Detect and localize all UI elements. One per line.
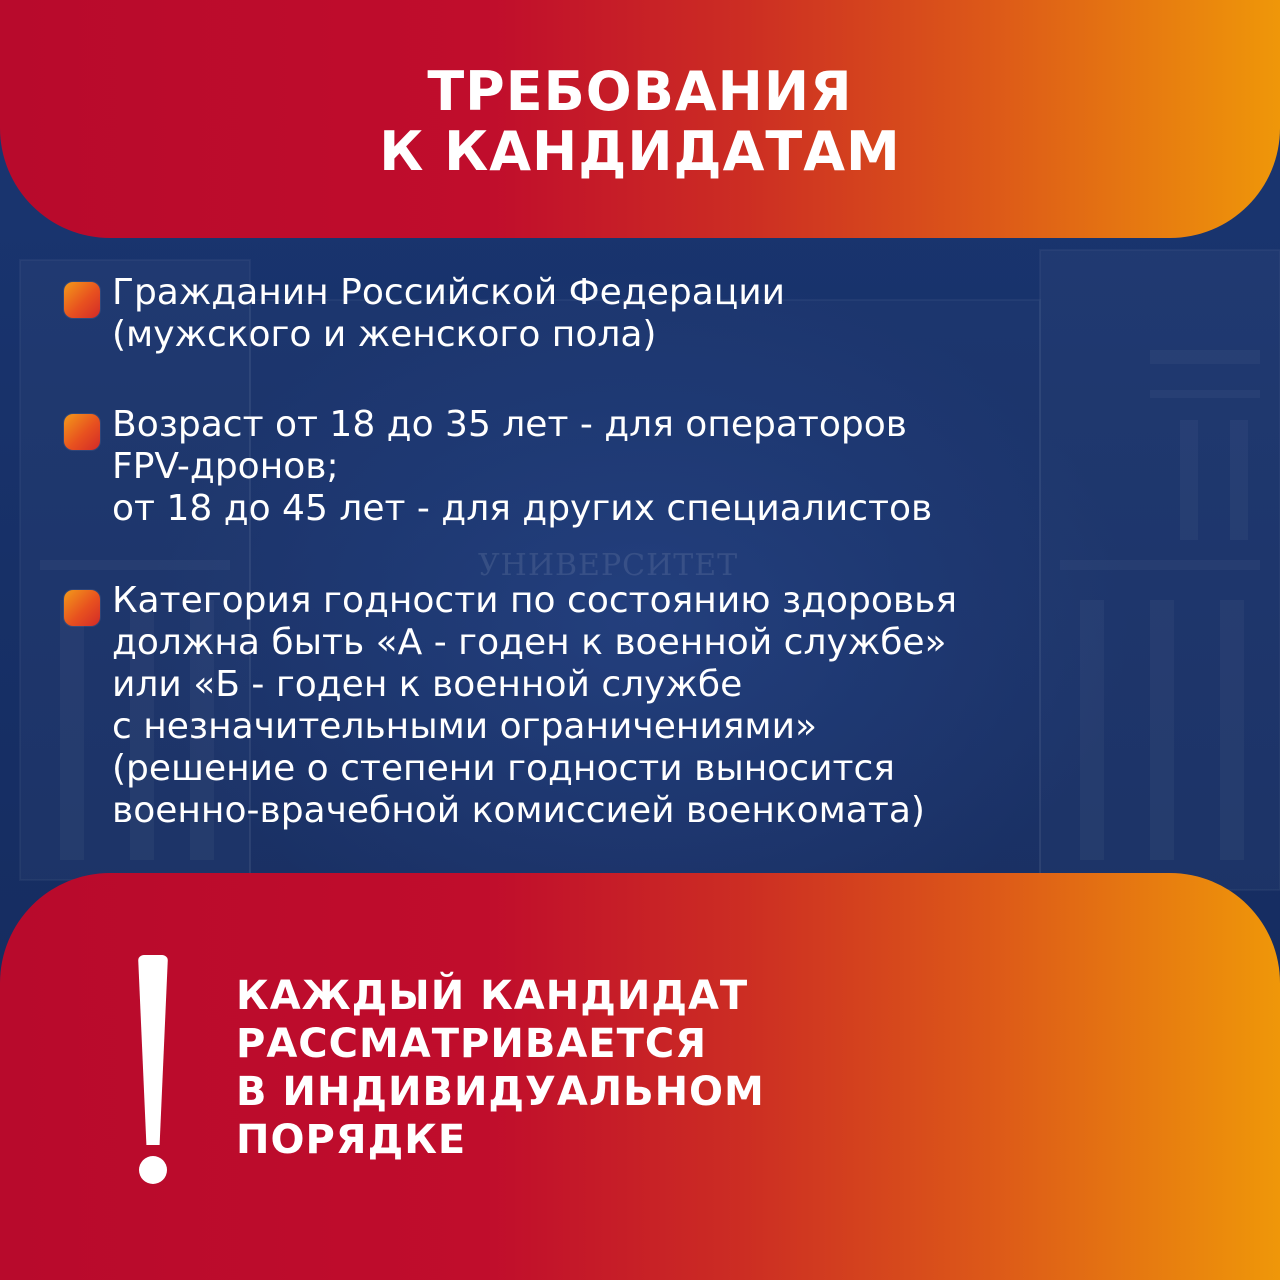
requirement-line: с незначительными ограничениями» [112,706,818,747]
requirement-text [112,580,1232,832]
notice-line-3: В ИНДИВИДУАЛЬНОМ [236,1069,765,1115]
requirement-text [112,272,1232,356]
requirement-line: от 18 до 45 лет - для других специалистов [112,488,933,529]
background-building-sign: УНИВЕРСИТЕТ [478,548,739,583]
bullet-icon [64,282,100,318]
bullet-icon [64,590,100,626]
requirement-line: или «Б - годен к военной службе [112,664,743,705]
bullet-icon [64,414,100,450]
exclamation-dot-icon [139,1156,167,1184]
requirement-line: FPV-дронов; [112,446,339,487]
notice-line-1: КАЖДЫЙ КАНДИДАТ [236,973,749,1019]
requirement-line: Категория годности по состоянию здоровья [112,580,957,621]
notice-line-4: ПОРЯДКЕ [236,1117,467,1163]
requirement-line: (мужского и женского пола) [112,314,657,355]
requirement-line: Возраст от 18 до 35 лет - для операторов [112,404,908,445]
notice-text [236,972,765,1164]
page-title [0,62,1280,182]
title-line-1: ТРЕБОВАНИЯ [427,60,853,123]
requirement-line: (решение о степени годности выносится [112,748,895,789]
title-line-2: К КАНДИДАТАМ [379,120,901,183]
requirement-line: Гражданин Российской Федерации [112,272,786,313]
requirement-line: должна быть «А - годен к военной службе» [112,622,947,663]
notice-line-2: РАССМАТРИВАЕТСЯ [236,1021,708,1067]
requirement-line: военно-врачебной комиссией военкомата) [112,790,925,831]
requirement-text [112,404,1232,530]
